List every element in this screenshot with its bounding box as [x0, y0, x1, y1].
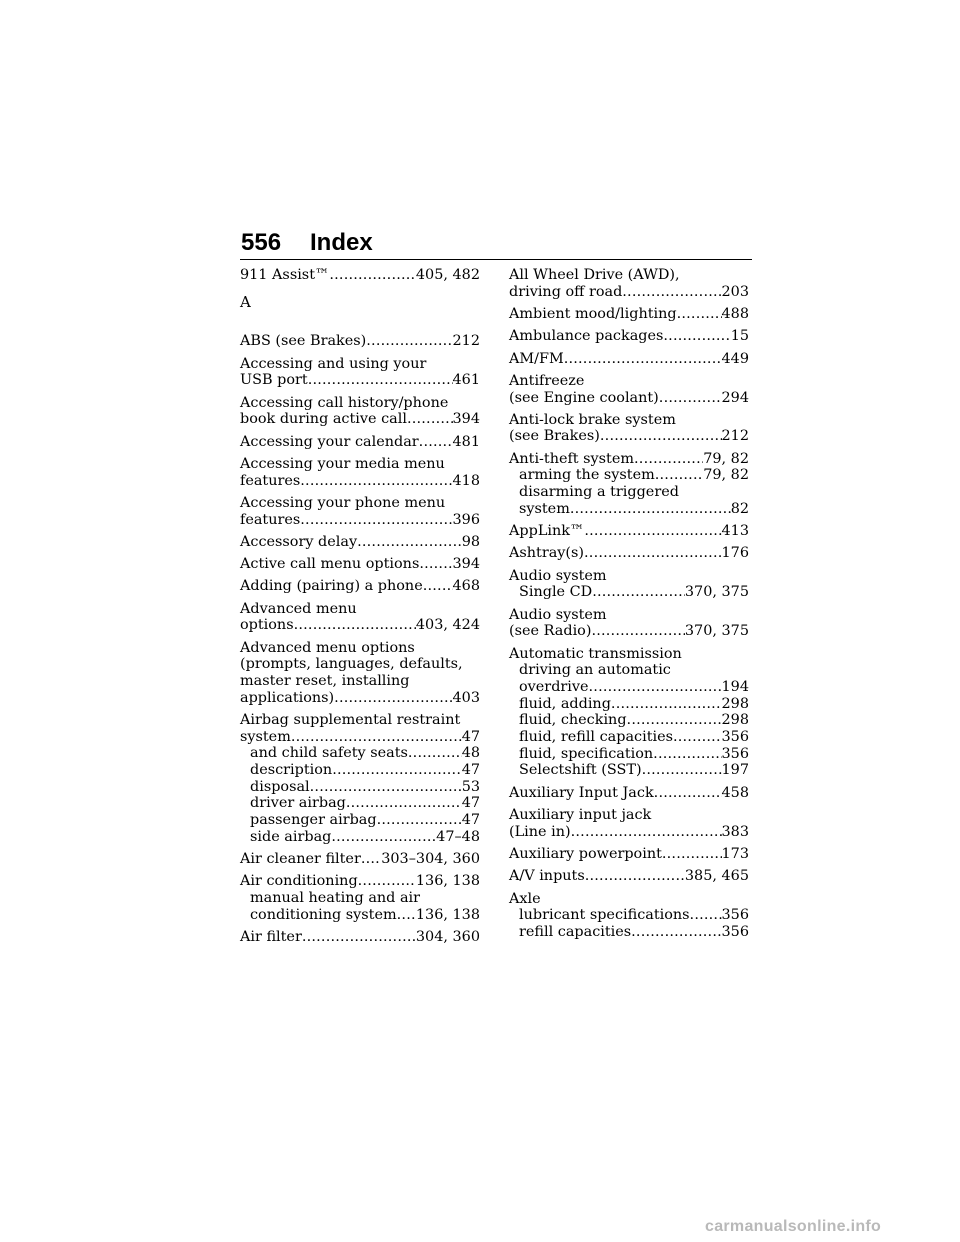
dot-leader	[358, 873, 416, 890]
index-subentry-line	[509, 501, 749, 518]
page-reference: 385, 465	[684, 868, 749, 885]
index-subentry-line	[240, 779, 480, 796]
index-entry-line	[509, 868, 749, 885]
entry-text: (see Brakes)	[509, 428, 600, 445]
index-entry	[240, 640, 480, 707]
page-reference: 194	[721, 678, 749, 695]
index-entry	[509, 846, 749, 863]
page-reference: 203	[721, 283, 749, 300]
index-entry-line	[509, 351, 749, 368]
entry-text: AM/FM	[509, 350, 564, 367]
dot-leader	[631, 924, 721, 941]
index-subentry-line	[240, 829, 480, 846]
dot-leader	[611, 696, 722, 713]
page-reference: 79, 82	[703, 450, 749, 467]
page-reference: 47	[461, 812, 480, 829]
entry-text: Anti-lock brake system	[509, 411, 676, 428]
entry-text: side airbag	[250, 828, 332, 845]
index-subentry-line	[240, 762, 480, 779]
page-reference: 79, 82	[703, 467, 749, 484]
entry-text: and child safety seats	[250, 745, 408, 762]
dot-leader	[655, 467, 703, 484]
dot-leader	[308, 372, 453, 389]
entry-text: Adding (pairing) a phone	[240, 578, 423, 595]
entry-text: Accessing call history/phone	[240, 394, 449, 411]
page-reference: 173	[721, 845, 749, 862]
index-entry-line	[509, 267, 749, 284]
entry-text: ABS (see Brakes)	[240, 333, 367, 350]
page-reference: 47	[461, 762, 480, 779]
index-entry-line	[509, 607, 749, 624]
dot-leader	[361, 851, 381, 868]
entry-text: book during active call	[240, 411, 407, 428]
dot-leader	[592, 584, 685, 601]
index-entry	[240, 333, 480, 350]
index-entry-line	[509, 412, 749, 429]
page-reference: 82	[730, 500, 749, 517]
entry-text: Accessing and using your	[240, 355, 427, 372]
index-entry	[240, 873, 480, 923]
dot-leader	[673, 729, 722, 746]
index-entry-line	[509, 390, 749, 407]
index-entry	[509, 785, 749, 802]
index-subentry-line	[240, 890, 480, 907]
entry-text: Antifreeze	[509, 372, 585, 389]
watermark: carmanualsonline.info	[705, 1218, 882, 1235]
dot-leader	[329, 267, 416, 284]
page-reference: 303–304, 360	[381, 851, 480, 868]
index-entry	[240, 456, 480, 489]
index-subentry-line	[509, 712, 749, 729]
page-reference: 356	[721, 729, 749, 746]
page-reference: 413	[721, 523, 749, 540]
entry-text: Selectshift (SST)	[519, 762, 642, 779]
index-entry	[240, 712, 480, 846]
index-subentry-line	[509, 696, 749, 713]
dot-leader	[584, 523, 721, 540]
entry-text: system	[240, 728, 291, 745]
entry-text: Advanced menu options	[240, 639, 415, 656]
page-reference: 405, 482	[415, 267, 480, 283]
entry-text: manual heating and air	[250, 890, 421, 907]
page-reference: 394	[452, 411, 480, 428]
dot-leader	[690, 907, 722, 924]
index-entry	[509, 646, 749, 780]
dot-leader	[407, 411, 453, 428]
index-entry-line	[509, 824, 749, 841]
index-subentry-line	[509, 762, 749, 779]
dot-leader	[589, 679, 722, 696]
page-reference: 356	[721, 745, 749, 762]
entry-text: system	[519, 500, 570, 517]
page-reference: 468	[452, 578, 480, 595]
index-subentry-line	[509, 584, 749, 601]
entry-text: Accessing your phone menu	[240, 494, 446, 511]
entry-text: applications)	[240, 689, 335, 706]
dot-leader	[310, 779, 462, 796]
dot-leader	[584, 545, 722, 562]
dot-leader	[653, 746, 721, 763]
index-entry	[240, 356, 480, 389]
page-number: 556	[241, 229, 282, 256]
page-reference: 136, 138	[415, 873, 480, 890]
index-entry-line	[509, 891, 749, 908]
entry-text: Advanced menu	[240, 600, 357, 617]
page-reference: 394	[452, 556, 480, 573]
index-entry	[509, 351, 749, 368]
index-entry	[509, 891, 749, 941]
entry-text: Air filter	[240, 929, 302, 945]
entry-text: driving an automatic	[519, 662, 671, 679]
entry-text: Air conditioning	[240, 873, 358, 890]
index-entry-line	[240, 617, 480, 634]
index-entry	[509, 267, 749, 300]
index-subentry-line	[509, 467, 749, 484]
index-entry-line	[240, 333, 480, 350]
page-reference: 481	[452, 433, 480, 450]
index-entry-line	[509, 646, 749, 663]
entry-text: Axle	[509, 890, 541, 907]
index-entry-line	[240, 656, 480, 673]
page-reference: 47	[461, 728, 480, 745]
page-reference: 370, 375	[684, 584, 749, 601]
entry-text: (Line in)	[509, 823, 571, 840]
dot-leader	[357, 534, 462, 551]
page-reference: 461	[452, 372, 480, 389]
index-entry	[240, 929, 480, 946]
index-subentry-line	[509, 484, 749, 501]
dot-leader	[564, 351, 722, 368]
page-reference: 48	[461, 745, 480, 762]
page-reference: 197	[721, 762, 749, 779]
dot-leader	[585, 868, 685, 885]
dot-leader	[366, 333, 452, 350]
index-entry-line	[240, 556, 480, 573]
page-reference: 98	[461, 533, 480, 550]
page-reference: 15	[730, 328, 749, 345]
index-entry	[240, 267, 480, 284]
entry-text: (see Radio)	[509, 623, 592, 640]
index-entry-line	[240, 512, 480, 529]
page-reference: 403	[452, 689, 480, 706]
index-entry-line	[240, 434, 480, 451]
index-entry	[509, 523, 749, 540]
entry-text: Auxiliary input jack	[509, 806, 652, 823]
index-subentry-line	[509, 924, 749, 941]
index-entry	[240, 851, 480, 868]
entry-text: driver airbag	[250, 795, 346, 812]
dot-leader	[634, 451, 703, 468]
entry-text: conditioning system	[250, 906, 397, 923]
page-reference: 298	[721, 695, 749, 712]
index-column-right	[509, 267, 749, 946]
page-reference: 356	[721, 907, 749, 924]
index-entry-line	[240, 712, 480, 729]
dot-leader	[346, 795, 462, 812]
entry-text: overdrive	[519, 678, 589, 695]
index-entry-line	[509, 428, 749, 445]
entry-text: fluid, refill capacities	[519, 729, 673, 746]
index-entry	[240, 434, 480, 451]
dot-leader	[663, 328, 730, 345]
index-entry	[240, 495, 480, 528]
index-entry-line	[240, 456, 480, 473]
index-entry-line	[240, 356, 480, 373]
index-subentry-line	[509, 907, 749, 924]
section-letter: A	[240, 292, 251, 311]
entry-text: Air cleaner filter	[240, 851, 361, 868]
entry-text: (prompts, languages, defaults,	[240, 656, 463, 673]
dot-leader	[291, 729, 462, 746]
dot-leader	[377, 812, 462, 829]
dot-leader	[332, 762, 462, 779]
entry-text: features	[240, 511, 301, 528]
page-reference: 458	[721, 784, 749, 801]
index-entry	[240, 534, 480, 551]
index-entry-line	[240, 395, 480, 412]
entry-text: fluid, checking	[519, 712, 627, 729]
index-entry-line	[240, 673, 480, 690]
entry-text: AppLink™	[509, 523, 585, 540]
header-divider	[240, 259, 752, 260]
dot-leader	[654, 785, 722, 802]
index-entry	[509, 328, 749, 345]
entry-text: A/V inputs	[509, 868, 585, 885]
index-entry-line	[509, 284, 749, 301]
index-entry	[509, 451, 749, 518]
entry-text: Accessing your media menu	[240, 455, 445, 472]
entry-text: Accessory delay	[240, 533, 358, 550]
index-entry-line	[240, 729, 480, 746]
dot-leader	[659, 390, 722, 407]
index-entry-line	[509, 523, 749, 540]
entry-text: master reset, installing	[240, 673, 410, 689]
entry-text: Ambient mood/lighting	[509, 305, 677, 322]
index-entry	[240, 395, 480, 428]
entry-text: Automatic transmission	[509, 645, 682, 662]
index-subentry-line	[240, 795, 480, 812]
index-column-left	[240, 267, 480, 951]
entry-text: description	[250, 762, 333, 779]
page-title: Index	[310, 229, 373, 256]
index-entry	[509, 412, 749, 445]
index-entry-line	[509, 785, 749, 802]
index-subentry-line	[240, 812, 480, 829]
index-entry-line	[509, 846, 749, 863]
page-reference: 488	[721, 305, 749, 322]
index-entry	[240, 556, 480, 573]
entry-text: Auxiliary powerpoint	[509, 845, 662, 862]
page-reference: 47	[461, 795, 480, 812]
index-entry-line	[509, 807, 749, 824]
dot-leader	[334, 690, 452, 707]
index-entry	[240, 601, 480, 634]
index-entry	[509, 607, 749, 640]
entry-text: Active call menu options	[240, 556, 420, 573]
index-subentry-line	[240, 745, 480, 762]
page-reference: 298	[721, 712, 749, 729]
index-entry-line	[509, 373, 749, 390]
dot-leader	[397, 907, 416, 924]
index-entry	[240, 578, 480, 595]
index-entry-line	[509, 306, 749, 323]
entry-text: Auxiliary Input Jack	[509, 784, 654, 801]
entry-text: features	[240, 472, 301, 489]
dot-leader	[570, 501, 731, 518]
dot-leader	[677, 306, 722, 323]
index-entry-line	[240, 601, 480, 618]
page-reference: 370, 375	[684, 623, 749, 640]
dot-leader	[419, 556, 452, 573]
index-entry-line	[240, 534, 480, 551]
dot-leader	[302, 929, 416, 946]
index-entry-line	[240, 411, 480, 428]
index-entry-line	[240, 929, 480, 946]
dot-leader	[627, 712, 722, 729]
page-header	[240, 228, 752, 262]
dot-leader	[294, 617, 416, 634]
page-reference: 136, 138	[415, 906, 480, 923]
index-subentry-line	[509, 746, 749, 763]
index-entry-line	[509, 451, 749, 468]
entry-text: lubricant specifications	[519, 907, 690, 924]
entry-text: Audio system	[509, 567, 607, 584]
index-subentry-line	[509, 662, 749, 679]
page-reference: 176	[721, 545, 749, 562]
dot-leader	[300, 512, 452, 529]
index-entry-line	[240, 372, 480, 389]
entry-text: arming the system	[519, 467, 655, 484]
page-reference: 304, 360	[415, 929, 480, 945]
dot-leader	[408, 745, 462, 762]
page-reference: 403, 424	[415, 617, 480, 634]
entry-text: disarming a triggered	[519, 484, 679, 501]
entry-text: Accessing your calendar	[240, 433, 419, 450]
index-subentry-line	[509, 679, 749, 696]
dot-leader	[662, 846, 722, 863]
dot-leader	[642, 762, 722, 779]
entry-text: Ambulance packages	[509, 328, 664, 345]
index-entry-line	[240, 873, 480, 890]
page-reference: 356	[721, 923, 749, 940]
index-entry	[509, 373, 749, 406]
index-entry	[509, 568, 749, 601]
entry-text: Anti-theft system	[509, 450, 635, 467]
dot-leader	[571, 824, 722, 841]
index-entry-line	[240, 851, 480, 868]
dot-leader	[600, 428, 722, 445]
index-subentry-line	[240, 907, 480, 924]
dot-leader	[419, 434, 453, 451]
index-entry-line	[240, 473, 480, 490]
index-entry-line	[240, 640, 480, 657]
entry-text: passenger airbag	[250, 812, 377, 829]
index-entry-line	[509, 568, 749, 585]
entry-text: Single CD	[519, 584, 593, 601]
entry-text: (see Engine coolant)	[509, 389, 659, 406]
index-entry	[509, 868, 749, 885]
entry-text: Ashtray(s)	[509, 545, 585, 562]
index-entry-line	[240, 495, 480, 512]
page-reference: 294	[721, 389, 749, 406]
index-entry-line	[240, 690, 480, 707]
entry-text: USB port	[240, 372, 308, 389]
page-reference: 383	[721, 823, 749, 840]
page-reference: 47–48	[436, 828, 480, 845]
page-reference: 53	[461, 778, 480, 795]
entry-text: refill capacities	[519, 923, 632, 940]
entry-text: 911 Assist™	[240, 267, 330, 283]
page-reference: 418	[452, 472, 480, 489]
entry-text: Airbag supplemental restraint	[240, 711, 461, 728]
index-entry-line	[509, 545, 749, 562]
dot-leader	[331, 829, 436, 846]
page-reference: 212	[721, 428, 749, 445]
entry-text: fluid, specification	[519, 745, 654, 762]
dot-leader	[622, 284, 721, 301]
index-entry	[509, 545, 749, 562]
index-subentry-line	[509, 729, 749, 746]
index-entry-line	[240, 267, 480, 284]
entry-text: options	[240, 617, 294, 634]
index-entry-line	[509, 328, 749, 345]
dot-leader	[423, 578, 453, 595]
page-reference: 212	[452, 333, 480, 350]
entry-text: disposal	[250, 778, 310, 795]
dot-leader	[591, 623, 684, 640]
entry-text: All Wheel Drive (AWD),	[509, 267, 680, 283]
index-entry-line	[240, 578, 480, 595]
entry-text: Audio system	[509, 606, 607, 623]
index-entry	[509, 807, 749, 840]
dot-leader	[300, 473, 452, 490]
page-reference: 449	[721, 350, 749, 367]
index-entry	[509, 306, 749, 323]
index-entry-line	[509, 623, 749, 640]
page-reference: 396	[452, 511, 480, 528]
entry-text: fluid, adding	[519, 695, 611, 712]
entry-text: driving off road	[509, 283, 623, 300]
